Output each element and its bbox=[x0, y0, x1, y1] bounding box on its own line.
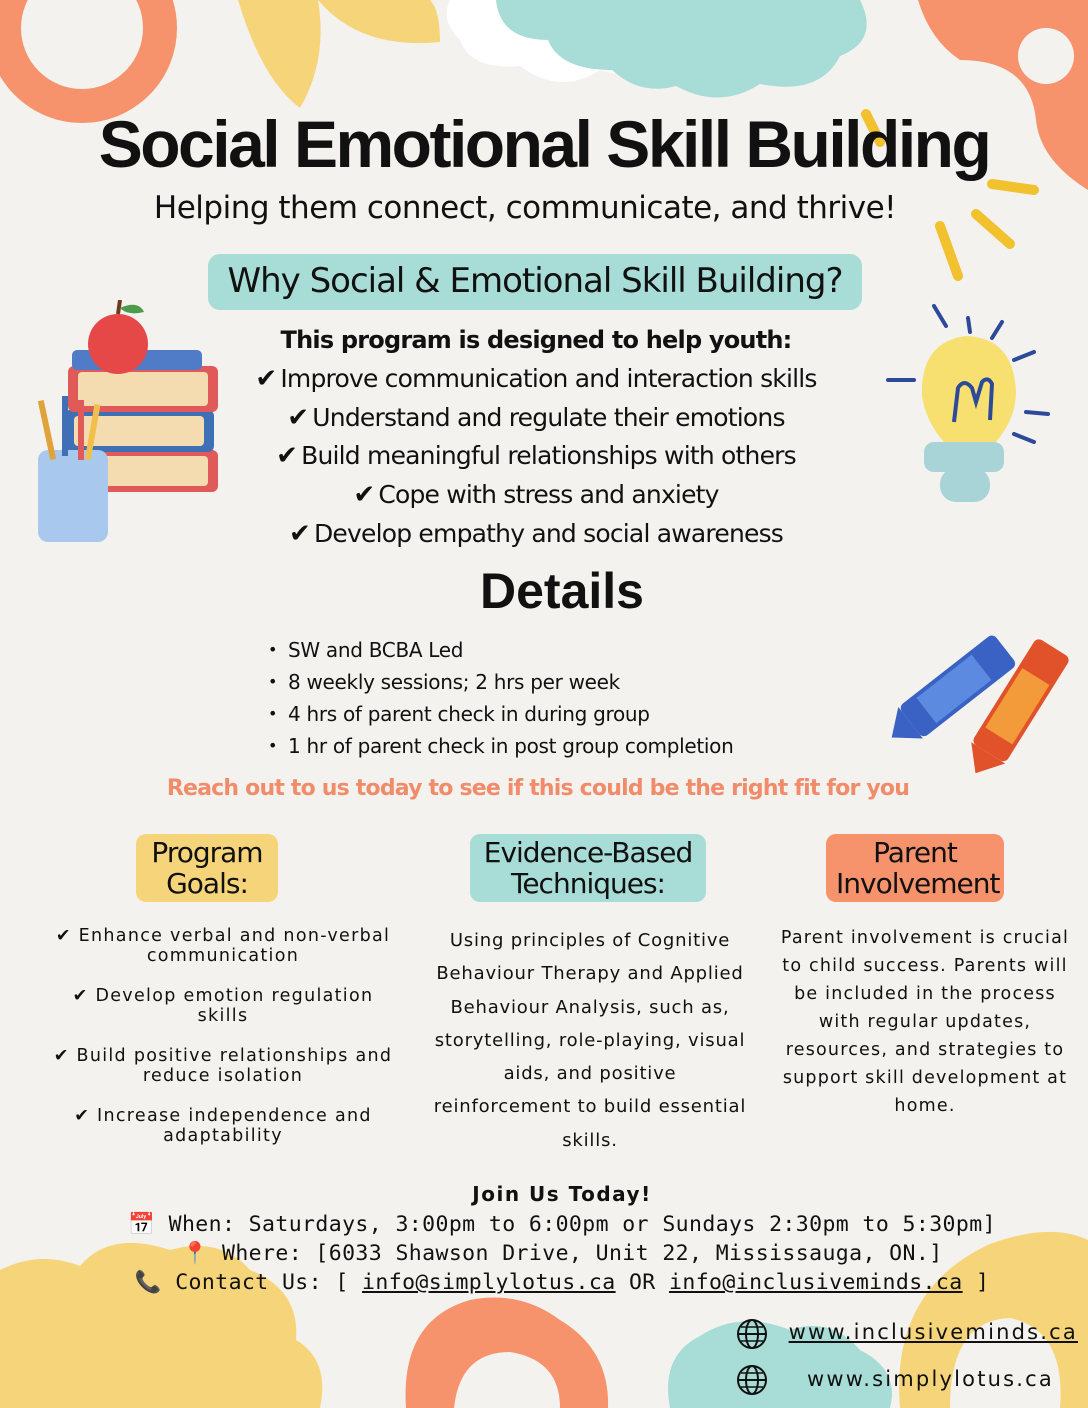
check-icon: ✔ bbox=[288, 519, 310, 549]
program-goals-heading: Program Goals: bbox=[136, 834, 278, 902]
when-line: 📅 When: Saturdays, 3:00pm to 6:00pm or Sundays 2:30pm to 5:30pm] bbox=[128, 1212, 996, 1237]
globe-icon bbox=[736, 1318, 768, 1350]
check-icon: ✔ bbox=[353, 480, 375, 510]
details-item: • 1 hr of parent check in post group completion bbox=[288, 730, 733, 762]
page-subtitle: Helping them connect, communicate, and thrive! bbox=[153, 190, 897, 226]
contact-line: 📞 Contact Us: [ info@simplylotus.ca OR info@inclusiveminds.ca ] bbox=[134, 1270, 990, 1295]
details-item: • SW and BCBA Led bbox=[288, 634, 733, 666]
program-intro: This program is designed to help youth: bbox=[280, 326, 792, 354]
goal-item: ✔ Build positive relationships and reduce isolation bbox=[53, 1046, 393, 1086]
check-icon: ✔ bbox=[255, 364, 277, 394]
parent-involvement-description: Parent involvement is crucial to child success. Parents will be included in the process with regular updates, resources, and strategies to support skill development at home. bbox=[780, 928, 1070, 1116]
benefit-item: ✔ Understand and regulate their emotions bbox=[287, 403, 785, 433]
email-link-inclusiveminds[interactable]: info@inclusiveminds.ca bbox=[669, 1270, 963, 1295]
where-line: 📍 Where: [6033 Shawson Drive, Unit 22, Mississauga, ON.] bbox=[181, 1241, 943, 1266]
location-pin-icon: 📍 bbox=[181, 1241, 209, 1266]
globe-icon bbox=[736, 1364, 768, 1396]
check-icon: ✔ bbox=[287, 403, 309, 433]
join-us-heading: Join Us Today! bbox=[472, 1182, 652, 1206]
check-icon: ✔ bbox=[74, 1106, 91, 1126]
details-item: • 8 weekly sessions; 2 hrs per week bbox=[288, 666, 733, 698]
benefit-item: ✔ Improve communication and interaction skills bbox=[255, 364, 817, 394]
page-title: Social Emotional Skill Building bbox=[98, 107, 990, 181]
why-heading-pill: Why Social & Emotional Skill Building? bbox=[208, 254, 862, 310]
yellow-leaf-shape bbox=[238, 0, 321, 108]
yellow-leaf-shape bbox=[318, 0, 440, 43]
orange-ring-shape bbox=[4, 0, 160, 106]
evidence-based-heading: Evidence-Based Techniques: bbox=[470, 834, 706, 902]
calendar-icon: 📅 bbox=[128, 1212, 156, 1237]
details-list bbox=[288, 634, 733, 762]
benefit-item: ✔ Cope with stress and anxiety bbox=[353, 480, 719, 510]
reach-out-callout: Reach out to us today to see if this could be the right fit for you bbox=[166, 776, 910, 801]
orange-ring-inner-shape bbox=[1018, 28, 1074, 84]
goal-item: ✔ Enhance verbal and non-verbal communication bbox=[55, 926, 391, 966]
email-link-simplylotus[interactable]: info@simplylotus.ca bbox=[362, 1270, 616, 1295]
goal-item: ✔ Increase independence and adaptability bbox=[74, 1106, 372, 1146]
yellow-blob-shape bbox=[0, 1243, 322, 1408]
check-icon: ✔ bbox=[55, 926, 72, 946]
details-heading: Details bbox=[480, 563, 644, 619]
check-icon: ✔ bbox=[53, 1046, 70, 1066]
check-icon: ✔ bbox=[72, 986, 89, 1006]
parent-involvement-heading: Parent Involvement bbox=[826, 834, 1004, 902]
details-item: • 4 hrs of parent check in during group bbox=[288, 698, 733, 730]
evidence-based-description: Using principles of Cognitive Behaviour Therapy and Applied Behaviour Analysis, such as, storytelling, role-playing, visual aids, and positive reinforcement to build essential skills. bbox=[433, 930, 747, 1151]
goal-item: ✔ Develop emotion regulation skills bbox=[72, 986, 374, 1026]
website-link-simplylotus[interactable]: www.simplylotus.ca bbox=[807, 1367, 1054, 1391]
benefit-item: ✔ Build meaningful relationships with others bbox=[276, 441, 796, 471]
benefit-item: ✔ Develop empathy and social awareness bbox=[288, 519, 784, 549]
check-icon: ✔ bbox=[276, 441, 298, 471]
website-link-inclusiveminds[interactable]: www.inclusiveminds.ca bbox=[788, 1320, 1078, 1344]
phone-icon: 📞 bbox=[134, 1270, 162, 1295]
crayons-illustration bbox=[880, 622, 1080, 782]
orange-arch-bottom-shape bbox=[406, 1298, 609, 1408]
